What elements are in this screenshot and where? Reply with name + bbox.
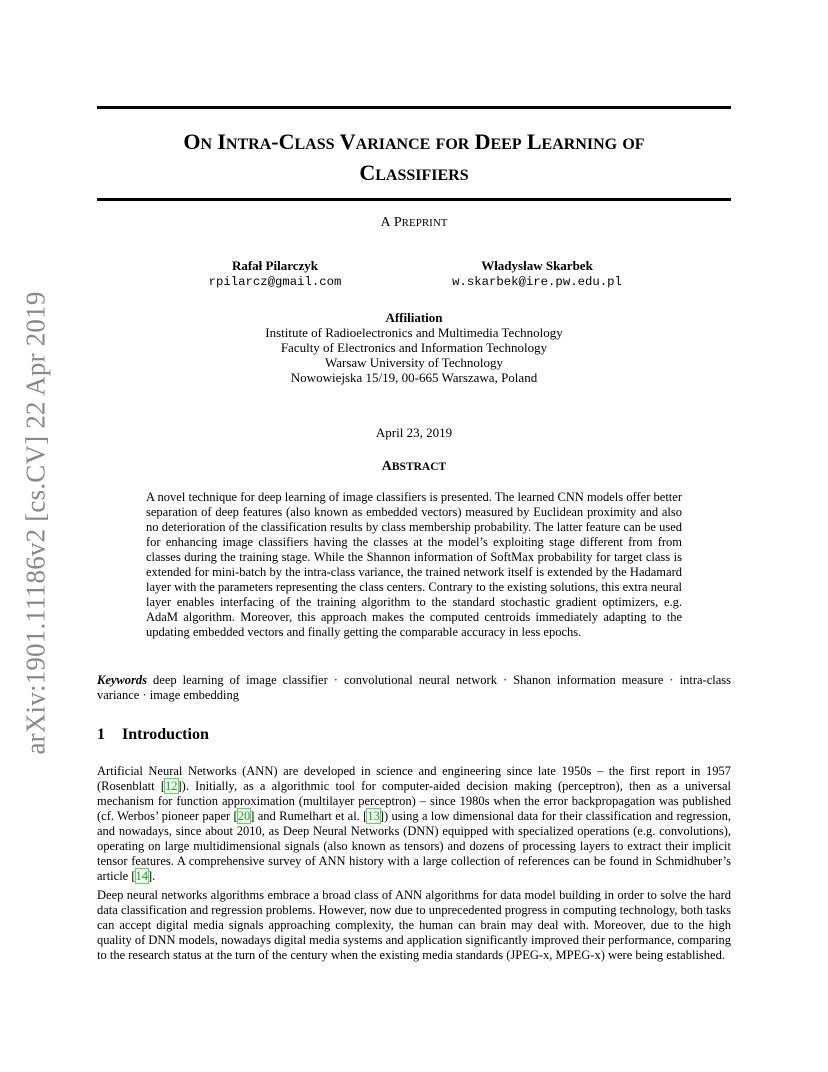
- section-heading: [97, 726, 209, 744]
- section-number: 1: [97, 726, 105, 743]
- preprint-rest: REPRINT: [401, 217, 448, 229]
- citation-link[interactable]: 20: [237, 809, 251, 823]
- title-word-rest: EARNING: [541, 136, 618, 153]
- title-word-rest: EEP: [490, 136, 522, 153]
- arxiv-sidebar-stamp: [16, 285, 56, 760]
- arxiv-id-text: arXiv:1901.11186v2 [cs.CV] 22 Apr 2019: [20, 290, 51, 755]
- affiliation-line: Warsaw University of Technology: [325, 355, 503, 370]
- keywords-block: [97, 673, 731, 703]
- title-word-cap: I: [217, 129, 226, 154]
- title-word-rest: ARIANCE: [355, 136, 431, 153]
- preprint-cap-a: A: [380, 215, 391, 230]
- text-run: ]). Initially, as a algorithmic tool for computer-aided decision making (perceptron), then as a universal mechanism for function approximation (multilayer perceptron) – since 1980s when the error backpropagation was published (cf. Werbos’ pioneer paper [: [97, 779, 731, 823]
- title-word-cap: O: [183, 129, 201, 154]
- abstract-text: A novel technique for deep learning of image classifiers is presented. The learned CNN models offer better separation of deep features (also known as embedded vectors) measured by Euclidean proximity and also no deterioration of the classification results by class membership probability. The latter feature can be used for enhancing image classifiers having the classes at the model’s exploiting stage different from from classes during the training stage. While the Shannon information of SoftMax probability for target class is extended for mini-batch by the intra-class variance, the trained network itself is extended by the Hadamard layer with the parameters representing the class centers. Contrary to the existing solutions, this extra neural layer enables interfacing of the training algorithm to the standard stochastic gradient optimizers, e.g. AdaM algorithm. Moreover, this approach makes the computed centroids immediately adapting to the updating embedded vectors and finally getting the comparable accuracy in less epochs.: [146, 490, 682, 639]
- title-word-rest: NTRA: [225, 136, 272, 153]
- citation-link[interactable]: 14: [135, 869, 149, 883]
- section-title: Introduction: [122, 726, 209, 743]
- affiliation-line: Faculty of Electronics and Information Technology: [280, 340, 548, 355]
- title-word-rest: LASS: [294, 136, 335, 153]
- author-name: Władysław Skarbek: [481, 258, 593, 273]
- author-email[interactable]: w.skarbek@ire.pw.edu.pl: [452, 275, 622, 289]
- abstract-heading-cap: A: [381, 459, 392, 474]
- text-run: ] and Rumelhart et al. [: [250, 809, 368, 823]
- text-run: ].: [148, 869, 156, 883]
- title-word-cap: C: [359, 160, 376, 185]
- intro-paragraph-1: [97, 764, 731, 884]
- title-rule-bottom: [97, 198, 731, 201]
- keywords-text: deep learning of image classifier · convolutional neural network · Shanon information measure · intra-class variance · image embedding: [97, 673, 731, 702]
- text-run: Artificial Neural Networks (ANN) are developed in science and engineering since late 1950s – the first report in 1957 (Rosenblatt [: [97, 764, 731, 793]
- abstract-heading-rest: BSTRACT: [391, 461, 447, 473]
- paper-date: April 23, 2019: [375, 425, 453, 440]
- paper-title: [97, 128, 731, 190]
- intro-paragraph-2: Deep neural networks algorithms embrace a broad class of ANN algorithms for data model building in order to solve the hard data classification and regression problems. However, now due to unprecedented progress in computing technology, both tasks can accept digital media signals approaching complexity, the human can brain may deal with. Moreover, due to the high quality of DNN models, nowadays digital media systems and application significantly improved their performance, comparing to the research status at the turn of the century when the existing media standards (JPEG-x, MPEG-x) were being established.: [97, 888, 731, 962]
- title-word-rest: OF: [622, 136, 645, 153]
- author-block: [437, 258, 637, 290]
- keywords-label: Keywords: [97, 673, 147, 687]
- title-word-rest: N: [200, 136, 213, 153]
- title-word-cap: C: [278, 129, 295, 154]
- title-line-1: [97, 128, 731, 159]
- title-word-rest: FOR: [435, 136, 470, 153]
- citation-link[interactable]: 13: [367, 809, 380, 823]
- author-block: [175, 258, 375, 290]
- title-word-cap: V: [339, 129, 356, 154]
- title-rule-top: [97, 106, 731, 109]
- preprint-cap-p: P: [393, 215, 402, 230]
- preprint-label: [97, 214, 731, 231]
- affiliation-heading: Affiliation: [385, 310, 443, 325]
- citation-link[interactable]: 12: [165, 779, 178, 793]
- author-name: Rafał Pilarczyk: [231, 258, 319, 273]
- title-line-2: [97, 159, 731, 190]
- affiliation-line: Institute of Radioelectronics and Multimedia Technology: [265, 325, 563, 340]
- affiliation-line: Nowowiejska 15/19, 00-665 Warszawa, Poland: [290, 370, 538, 385]
- abstract-heading: [97, 459, 731, 475]
- title-word-rest: LASSIFIERS: [375, 167, 469, 184]
- title-hyphen: -: [271, 129, 279, 154]
- title-word-cap: L: [526, 129, 542, 154]
- title-word-cap: D: [474, 129, 491, 154]
- text-run: ]) using a low dimensional data for their classification and regression, and nowadays, since about 2010, as Deep Neural Networks (DNN) equipped with specialized operations (e.g. convolutions), operating on large multidimensional signals (also known as tensors) and dozens of processing layers to extract their implicit tensor features. A comprehensive survey of ANN history with a large collection of references can be found in Schmidhuber’s article [: [97, 809, 731, 883]
- affiliation-block: [97, 310, 731, 385]
- author-email[interactable]: rpilarcz@gmail.com: [208, 275, 342, 289]
